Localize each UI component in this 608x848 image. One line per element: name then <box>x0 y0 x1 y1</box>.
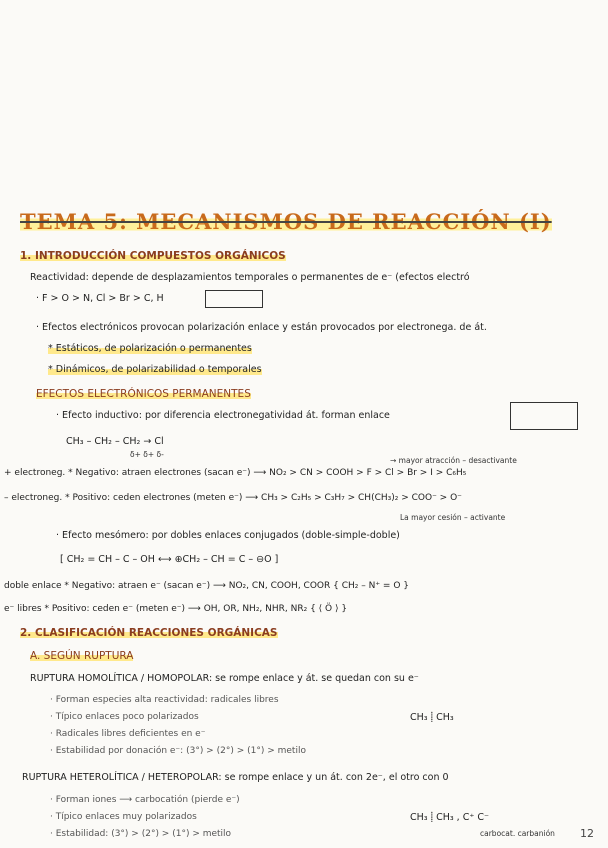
section-2a-heading: A. SEGÚN RUPTURA <box>30 650 134 662</box>
heterolitica-formula: CH₃ ⸽ CH₃ , C⁺ C⁻ <box>410 812 490 823</box>
libres-line: e⁻ libres * Positivo: ceden e⁻ (meten e⁻) ⟶ OH, OR, NH₂, NHR, NR₂ { ⟨ Ö ⟩ } <box>4 604 348 614</box>
page-title: TEMA 5: MECANISMOS DE REACCIÓN (I) <box>20 209 552 234</box>
formula-charges: δ+ δ+ δ- <box>130 450 164 459</box>
doble-enlace-line: doble enlace * Negativo: atraen e⁻ (sacan e⁻) ⟶ NO₂, CN, COOH, COOR { CH₂ – N⁺ = O } <box>4 581 409 591</box>
efectos-line: · Efectos electrónicos provocan polarización enlace y están provocados por electronega. de át. <box>36 322 487 333</box>
heterolitica-line: RUPTURA HETEROLÍTICA / HETEROPOLAR: se rompe enlace y un át. con 2e⁻, el otro con 0 <box>22 772 449 783</box>
attraction-note: → mayor atracción – desactivante <box>390 456 517 465</box>
mesomero-formula: [ CH₂ = CH – C – OH ⟷ ⊕CH₂ – CH = C – ⊖O ] <box>60 554 279 565</box>
reactividad-line: Reactividad: depende de desplazamientos temporales o permanentes de e⁻ (efectos electró <box>30 272 470 283</box>
homolitica-item-2: · Típico enlaces poco polarizados <box>50 712 199 722</box>
homolitica-item-4: · Estabilidad por donación e⁻: (3°) > (2°) > (1°) > metilo <box>50 746 306 756</box>
mesomero-line: · Efecto mesómero: por dobles enlaces conjugados (doble-simple-doble) <box>56 530 400 541</box>
inductivo-line: · Efecto inductivo: por diferencia electronegatividad át. forman enlace <box>56 410 390 421</box>
dipole-sketch <box>205 290 263 308</box>
homolitica-line: RUPTURA HOMOLÍTICA / HOMOPOLAR: se rompe enlace y át. se quedan con su e⁻ <box>30 673 419 684</box>
heterolitica-item-2: · Típico enlaces muy polarizados <box>50 812 197 822</box>
dinamicos-line: * Dinámicos, de polarizabilidad o temporales <box>48 364 262 375</box>
positive-effect-line: – electroneg. * Positivo: ceden electrones (meten e⁻) ⟶ CH₃ > C₂H₅ > C₃H₇ > CH(CH₃)₂ > COO⁻ > O⁻ <box>4 493 462 503</box>
cession-note: La mayor cesión – activante <box>400 513 506 522</box>
inductive-sketch <box>510 402 578 430</box>
section-1-heading: 1. INTRODUCCIÓN COMPUESTOS ORGÁNICOS <box>20 250 286 262</box>
estaticos-line: * Estáticos, de polarización o permanentes <box>48 343 252 354</box>
homolitica-item-3: · Radicales libres deficientes en e⁻ <box>50 729 206 739</box>
heterolitica-item-3: · Estabilidad: (3°) > (2°) > (1°) > metilo <box>50 829 232 839</box>
formula-chain: CH₃ – CH₂ – CH₂ → Cl <box>66 436 164 447</box>
section-2-heading: 2. CLASIFICACIÓN REACCIONES ORGÁNICAS <box>20 627 278 639</box>
heterolitica-item-1: · Forman iones ⟶ carbocatión (pierde e⁻) <box>50 795 240 805</box>
permanentes-heading: EFECTOS ELECTRÓNICOS PERMANENTES <box>36 388 251 400</box>
homolitica-item-1: · Forman especies alta reactividad: radicales libres <box>50 695 279 705</box>
ion-labels: carbocat. carbanión <box>480 829 555 838</box>
homolitica-formula: CH₃ ⸽ CH₃ <box>410 712 454 723</box>
negative-effect-line: + electroneg. * Negativo: atraen electrones (sacan e⁻) ⟶ NO₂ > CN > COOH > F > Cl > Br > I > C₆H₅ <box>4 468 467 478</box>
electronegativity-order: · F > O > N, Cl > Br > C, H <box>36 293 164 304</box>
page-number: 12 <box>580 827 594 840</box>
